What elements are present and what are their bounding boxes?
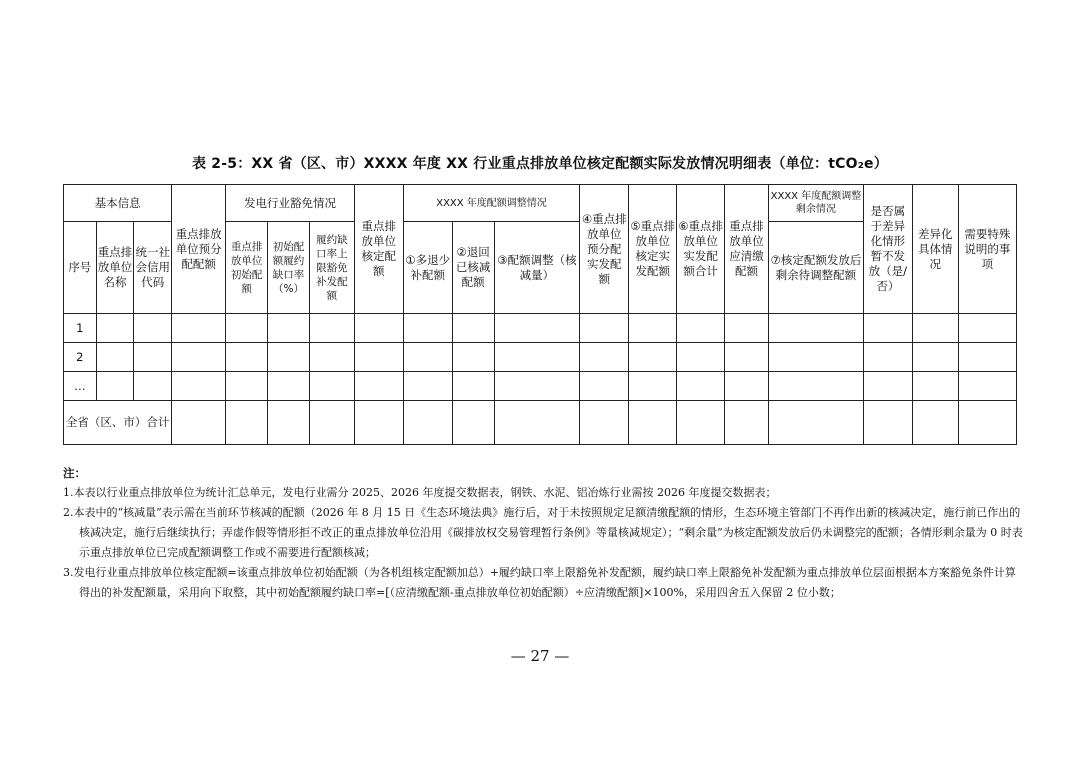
header-gap-cap-supp: 履约缺口率上限豁免补发配额 <box>309 222 354 314</box>
row-seq: … <box>64 372 97 401</box>
header-remaining-group: XXXX 年度配额调整剩余情况 <box>768 185 863 222</box>
quota-detail-table <box>63 184 1017 445</box>
header-quota-adjust: ③配额调整（核减量） <box>494 222 580 314</box>
header-pre-issued: ④重点排放单位预分配实发配额 <box>580 185 629 314</box>
header-credit-code: 统一社会信用代码 <box>134 222 172 314</box>
note-item-3: 3.发电行业重点排放单位核定配额=该重点排放单位初始配额（为各机组核定配额加总）+履约缺口率上限豁免补发配额，履约缺口率上限豁免补发配额为重点排放单位层面根据本方案豁免条件计算得出的补发配额量，采用向下取整，其中初始配额履约缺口率=[（应清缴配额-重点排放单位初始配额）÷应清缴配额]×100%，采用四舍五入保留 2 位小数； <box>63 566 1016 599</box>
note-item-2: 2.本表中的“核减量”表示需在当前环节核减的配额（2026 年 8 月 15 日《生态环境法典》施行后，对于未按照规定足额清缴配额的情形，生态环境主管部门不再作出新的核减决定，施行前已作出的核减决定，施行后继续执行；弄虚作假等情形拒不改正的重点排放单位沿用《碳排放权交易管理暂行条例》等量核减规定）；“剩余量”为核定配额发放后仍未调整完的配额；各情形剩余量为 0 时表示重点排放单位已完成配额调整工作或不需要进行配额核减； <box>63 506 1023 559</box>
header-remaining-adj: ⑦核定配额发放后剩余待调整配额 <box>768 222 863 314</box>
header-seq: 序号 <box>64 222 97 314</box>
header-adjust-group: XXXX 年度配额调整情况 <box>403 185 580 222</box>
total-row <box>64 401 1017 445</box>
note-item-1: 1.本表以行业重点排放单位为统计汇总单元，发电行业需分 2025、2026 年度提交数据表，钢铁、水泥、铝冶炼行业需按 2026 年度提交数据表； <box>63 486 777 499</box>
table-row <box>64 314 1017 343</box>
notes-label: 注： <box>63 466 86 480</box>
total-row-label: 全省（区、市）合计 <box>64 401 172 445</box>
header-diff-detail: 差异化具体情况 <box>912 185 958 314</box>
header-pre-alloc: 重点排放单位预分配配额 <box>172 185 226 314</box>
header-initial-quota: 重点排放单位初始配额 <box>226 222 268 314</box>
header-exit-supp: ①多退少补配额 <box>403 222 452 314</box>
header-total-issued: ⑥重点排放单位实发配额合计 <box>677 185 725 314</box>
header-diff-case: 是否属于差异化情形暂不发放（是/否） <box>863 185 912 314</box>
header-approved-issued: ⑤重点排放单位核定实发配额 <box>629 185 677 314</box>
header-approved-quota: 重点排放单位核定配额 <box>354 185 403 314</box>
header-unit-name: 重点排放单位名称 <box>96 222 134 314</box>
page-number: — 27 — <box>510 647 570 665</box>
table-row <box>64 372 1017 401</box>
header-should-pay: 重点排放单位应清缴配额 <box>725 185 769 314</box>
notes-section <box>63 463 1025 603</box>
header-power-exempt: 发电行业豁免情况 <box>226 185 355 222</box>
table-row <box>64 343 1017 372</box>
row-seq: 1 <box>64 314 97 343</box>
table-title: 表 2-5：XX 省（区、市）XXXX 年度 XX 行业重点排放单位核定配额实际发放情况明细表（单位：tCO₂e） <box>192 156 888 172</box>
header-initial-gap-rate: 初始配额履约缺口率（%） <box>268 222 310 314</box>
header-return-reduce: ②退回已核减配额 <box>452 222 494 314</box>
header-basic-info: 基本信息 <box>64 185 172 222</box>
row-seq: 2 <box>64 343 97 372</box>
header-special-notes: 需要特殊说明的事项 <box>958 185 1016 314</box>
